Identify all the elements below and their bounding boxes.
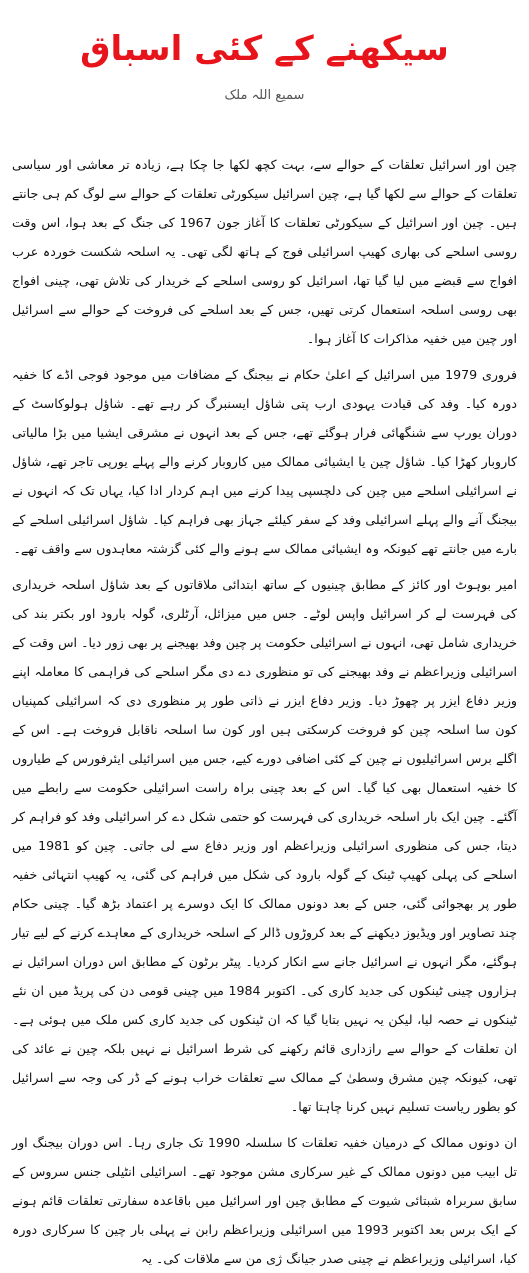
article-byline: سمیع اللہ ملک xyxy=(224,88,305,103)
article-paragraph: چین اور اسرائیل تعلقات کے حوالے سے، بہت کچھ لکھا جا چکا ہے، زیادہ تر معاشی اور سیاسی تعلقات کے حوالے سے لکھا گیا ہے، چین اسرائیل سیکورٹی تعلقات کے حوالے سے لوگ کم ہی جانتے ہیں۔ چین اور اسرائیل کے سیکورٹی تعلقات کا آغاز جون 1967 کی جنگ کے بعد ہوا، اس وقت روسی اسلحے کی بھاری کھیپ اسرائیلی فوج کے ہاتھ لگی تھی۔ یہ اسلحہ شکست خوردہ عرب افواج سے قبضے میں لیا گیا تھا، اسرائیل کو روسی اسلحے کے خریدار کی تلاش تھی، چینی افواج بھی روسی اسلحہ استعمال کرتی تھیں، جس کے بعد اسلحے کی فروخت کے حوالے سے اسرائیل اور چین میں خفیہ مذاکرات کا آغاز ہوا۔ xyxy=(12,157,517,346)
article-body xyxy=(12,150,517,1273)
article-paragraph: فروری 1979 میں اسرائیل کے اعلیٰ حکام نے بیجنگ کے مضافات میں موجود فوجی اڈے کا خفیہ دورہ کیا۔ وفد کی قیادت یہودی ارب پتی شاؤل ایسنبرگ کر رہے تھے۔ شاؤل ہولوکاسٹ کے دوران یورپ سے شنگھائی فرار ہوگئے تھے، جس کے بعد انہوں نے مشرقی ایشیا میں بڑا مالیاتی کاروبار کھڑا کیا۔ شاؤل چین یا ایشیائی ممالک میں کاروبار کرنے والے پہلے یورپی تاجر تھے، شاؤل نے اسرائیلی اسلحے میں چین کی دلچسپی پیدا کرنے میں اہم کردار ادا کیا، یہاں تک کہ انہوں نے بیجنگ آنے والے پہلے اسرائیلی وفد کے سفر کیلئے جہاز بھی فراہم کیا۔ شاؤل اسرائیلی اسلحے کے بارے میں جانتے تھے کیونکہ وہ ایشیائی ممالک سے ہونے والے کئی گزشتہ معاہدوں سے واقف تھے۔ xyxy=(12,367,517,556)
article-paragraph: امیر بوہوٹ اور کائز کے مطابق چینیوں کے ساتھ ابتدائی ملاقاتوں کے بعد شاؤل اسلحہ خریداری کی فہرست لے کر اسرائیل واپس لوٹے۔ جس میں میزائل، آرٹلری، گولہ بارود اور بکتر بند کی خریداری شامل تھی، انہوں نے اسرائیلی حکومت پر چین وفد بھیجنے پر بھی زور دیا۔ اس وقت کے اسرائیلی وزیراعظم نے وفد بھیجنے کی تو منظوری دے دی مگر اسلحے کی فراہمی کا معاملہ اپنے وزیر دفاع ایزر پر چھوڑ دیا۔ وزیر دفاع ایزر نے ذاتی طور پر منظوری دی کہ اسرائیلی کمپنیاں کون سا اسلحہ چین کو فروخت کرسکتی ہیں اور کون سا اسلحہ ناقابل فروخت ہے۔ اس کے اگلے برس اسرائیلیوں نے چین کے کئی اضافی دورے کیے، جس میں اسرائیلی ایئرفورس کے طیاروں کا خفیہ استعمال بھی کیا گیا۔ اس کے بعد چینی براہ راست اسرائیلی حکومت سے رابطے میں آگئے۔ چین ایک بار اسلحہ خریداری کی فہرست کو حتمی شکل دے کر اسرائیلی وفد کو فراہم کر دیتا، جس کی منظوری اسرائیلی وزیراعظم اور وزیر دفاع سے لی جاتی۔ چین کو 1981 میں اسلحے کی پہلی کھیپ ٹینک کے گولہ بارود کی شکل میں فراہم کی گئی، یہ کھیپ انتہائی خفیہ طور پر بھجوائی گئی، جس کے بعد دونوں ممالک کا ایک دوسرے پر اعتماد بڑھ گیا۔ چینی حکام چند تصاویر اور ویڈیوز دیکھنے کے بعد کروڑوں ڈالر کے اسلحہ خریداری کے معاہدے کرنے کے لیے تیار ہوگئے، مگر انہوں نے اسرائیل جانے سے انکار کردیا۔ پیٹر برٹون کے مطابق اس دوران اسرائیل نے ہزاروں چینی ٹینکوں کی جدید کاری کی۔ اکتوبر 1984 میں چینی قومی دن کی پریڈ میں ان نئے ٹینکوں نے حصہ لیا، لیکن یہ نہیں بتایا گیا کہ ان ٹینکوں کی جدید کاری کس ملک میں ہوئی ہے۔ ان تعلقات کے حوالے سے رازداری قائم رکھنے کی شرط اسرائیل نے نہیں بلکہ چین نے عائد کی تھی، کیونکہ چین مشرق وسطیٰ کے ممالک سے تعلقات خراب ہونے کے ڈر کی وجہ سے اسرائیل کو بطور ریاست تسلیم نہیں کرنا چاہتا تھا۔ xyxy=(12,577,518,1114)
article-paragraph: ان دونوں ممالک کے درمیان خفیہ تعلقات کا سلسلہ 1990 تک جاری رہا۔ اس دوران بیجنگ اور تل ابیب میں دونوں ممالک کے غیر سرکاری مشن موجود تھے۔ اسرائیلی انٹیلی جنس سروس کے سابق سربراہ شبتائی شیوت کے مطابق چین اور اسرائیل میں باقاعدہ سفارتی تعلقات قائم ہونے کے ایک برس بعد اکتوبر 1993 میں اسرائیلی وزیراعظم رابن نے پہلی بار چین کا سرکاری دورہ کیا، اسرائیلی وزیراعظم نے چینی صدر جیانگ ژی من سے ملاقات کی۔ یہ xyxy=(12,1135,517,1266)
article-title: سیکھنے کے کئی اسباق xyxy=(80,29,449,69)
